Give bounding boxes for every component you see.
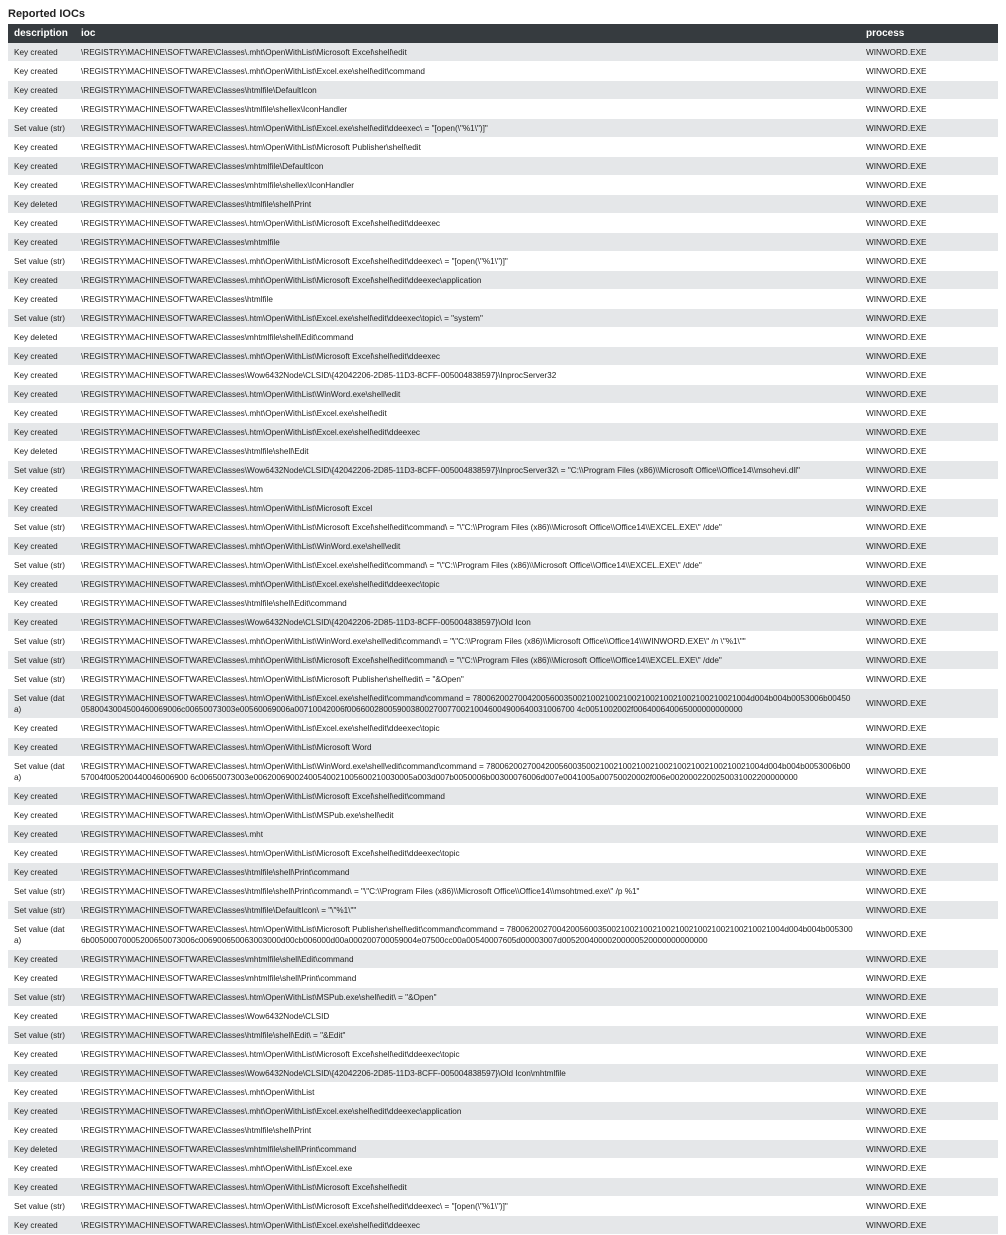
cell-description: Key deleted	[8, 195, 75, 214]
cell-description: Key created	[8, 176, 75, 195]
cell-description: Key deleted	[8, 442, 75, 461]
table-row	[8, 738, 998, 757]
cell-process: WINWORD.EXE	[860, 404, 998, 423]
cell-process: WINWORD.EXE	[860, 252, 998, 271]
table-row	[8, 1197, 998, 1216]
cell-ioc: \REGISTRY\MACHINE\SOFTWARE\Classes\.htm\OpenWithList\Microsoft Excel	[75, 499, 860, 518]
cell-process: WINWORD.EXE	[860, 1216, 998, 1235]
cell-description: Key created	[8, 806, 75, 825]
cell-ioc: \REGISTRY\MACHINE\SOFTWARE\Classes\.mht\OpenWithList\Excel.exe\shell\edit\ddeexec\application	[75, 1102, 860, 1121]
table-row	[8, 176, 998, 195]
cell-process: WINWORD.EXE	[860, 969, 998, 988]
cell-process: WINWORD.EXE	[860, 806, 998, 825]
cell-process: WINWORD.EXE	[860, 651, 998, 670]
table-row	[8, 43, 998, 62]
cell-description: Set value (str)	[8, 988, 75, 1007]
table-row	[8, 233, 998, 252]
cell-description: Key created	[8, 969, 75, 988]
cell-ioc: \REGISTRY\MACHINE\SOFTWARE\Classes\.htm\OpenWithList\Microsoft Excel\shell\edit\ddeexec	[75, 214, 860, 233]
table-row	[8, 385, 998, 404]
cell-description: Set value (str)	[8, 119, 75, 138]
cell-description: Key created	[8, 1102, 75, 1121]
cell-ioc: \REGISTRY\MACHINE\SOFTWARE\Classes\.htm\OpenWithList\Microsoft Excel\shell\edit\ddeexec\topic	[75, 1045, 860, 1064]
cell-process: WINWORD.EXE	[860, 442, 998, 461]
cell-description: Set value (str)	[8, 252, 75, 271]
table-row	[8, 1178, 998, 1197]
cell-process: WINWORD.EXE	[860, 366, 998, 385]
cell-ioc: \REGISTRY\MACHINE\SOFTWARE\Classes\.mht\OpenWithList\Microsoft Excel\shell\edit\command\ = "\"C:\\Program Files (x86)\\Microsoft Office\\Office14\\EXCEL.EXE\" /dde"	[75, 651, 860, 670]
cell-description: Key created	[8, 423, 75, 442]
cell-description: Set value (str)	[8, 632, 75, 651]
table-row	[8, 825, 998, 844]
table-row	[8, 950, 998, 969]
cell-description: Key created	[8, 214, 75, 233]
table-row	[8, 863, 998, 882]
cell-ioc: \REGISTRY\MACHINE\SOFTWARE\Classes\Wow6432Node\CLSID\{42042206-2D85-11D3-8CFF-005004838597}\InprocServer32	[75, 366, 860, 385]
cell-description: Key deleted	[8, 328, 75, 347]
table-row	[8, 1045, 998, 1064]
cell-ioc: \REGISTRY\MACHINE\SOFTWARE\Classes\.mht\OpenWithList	[75, 1083, 860, 1102]
cell-process: WINWORD.EXE	[860, 632, 998, 651]
cell-process: WINWORD.EXE	[860, 613, 998, 632]
cell-ioc: \REGISTRY\MACHINE\SOFTWARE\Classes\.mht\OpenWithList\Microsoft Excel\shell\edit	[75, 43, 860, 62]
cell-description: Key created	[8, 738, 75, 757]
cell-description: Set value (data)	[8, 920, 75, 950]
table-row	[8, 518, 998, 537]
table-row	[8, 537, 998, 556]
table-row	[8, 632, 998, 651]
cell-process: WINWORD.EXE	[860, 757, 998, 787]
cell-ioc: \REGISTRY\MACHINE\SOFTWARE\Classes\.htm\OpenWithList\Excel.exe\shell\edit\ddeexec\topic	[75, 719, 860, 738]
column-header-process[interactable]: process	[860, 24, 998, 43]
table-row	[8, 157, 998, 176]
table-row	[8, 423, 998, 442]
cell-process: WINWORD.EXE	[860, 81, 998, 100]
cell-ioc: \REGISTRY\MACHINE\SOFTWARE\Classes\htmlfile	[75, 290, 860, 309]
cell-process: WINWORD.EXE	[860, 176, 998, 195]
table-row	[8, 1083, 998, 1102]
cell-ioc: \REGISTRY\MACHINE\SOFTWARE\Classes\.mht\OpenWithList\Microsoft Excel\shell\edit\ddeexec\application	[75, 271, 860, 290]
cell-description: Key created	[8, 404, 75, 423]
cell-ioc: \REGISTRY\MACHINE\SOFTWARE\Classes\.htm\OpenWithList\Microsoft Publisher\shell\edit\ = "&Open"	[75, 670, 860, 689]
table-row	[8, 214, 998, 233]
table-row	[8, 195, 998, 214]
cell-process: WINWORD.EXE	[860, 1159, 998, 1178]
table-row	[8, 1121, 998, 1140]
cell-ioc: \REGISTRY\MACHINE\SOFTWARE\Classes\.htm\OpenWithList\Microsoft Excel\shell\edit\command\ = "\"C:\\Program Files (x86)\\Microsoft Office\\Office14\\EXCEL.EXE\" /dde"	[75, 518, 860, 537]
cell-ioc: \REGISTRY\MACHINE\SOFTWARE\Classes\mhtmlfile\shell\Edit\command	[75, 328, 860, 347]
cell-ioc: \REGISTRY\MACHINE\SOFTWARE\Classes\mhtmlfile\DefaultIcon	[75, 157, 860, 176]
cell-description: Key created	[8, 537, 75, 556]
cell-ioc: \REGISTRY\MACHINE\SOFTWARE\Classes\.mht\OpenWithList\Excel.exe	[75, 1159, 860, 1178]
cell-description: Key created	[8, 499, 75, 518]
cell-process: WINWORD.EXE	[860, 423, 998, 442]
cell-ioc: \REGISTRY\MACHINE\SOFTWARE\Classes\.htm\OpenWithList\Microsoft Publisher\shell\edit\command\command = 7800620027004200560035002100210021002100210021002100210021004d004b004b0053006b00500070005200650073006c006900650063003000d00cb006000d00a000200700059004e07500cc00a00540007605d00003007d00520040000200000520000000000000	[75, 920, 860, 950]
cell-process: WINWORD.EXE	[860, 1026, 998, 1045]
cell-process: WINWORD.EXE	[860, 518, 998, 537]
cell-description: Key created	[8, 863, 75, 882]
cell-ioc: \REGISTRY\MACHINE\SOFTWARE\Classes\htmlfile\shell\Print	[75, 1121, 860, 1140]
table-row	[8, 119, 998, 138]
table-row	[8, 575, 998, 594]
cell-ioc: \REGISTRY\MACHINE\SOFTWARE\Classes\htmlfile\shell\Print\command\ = "\"C:\\Program Files (x86)\\Microsoft Office\\Office14\\msohtmed.exe\" /p %1"	[75, 882, 860, 901]
table-row	[8, 1026, 998, 1045]
cell-description: Set value (str)	[8, 901, 75, 920]
cell-description: Set value (str)	[8, 1197, 75, 1216]
table-row	[8, 670, 998, 689]
cell-process: WINWORD.EXE	[860, 100, 998, 119]
cell-ioc: \REGISTRY\MACHINE\SOFTWARE\Classes\Wow6432Node\CLSID	[75, 1007, 860, 1026]
cell-ioc: \REGISTRY\MACHINE\SOFTWARE\Classes\.htm\OpenWithList\MSPub.exe\shell\edit	[75, 806, 860, 825]
cell-ioc: \REGISTRY\MACHINE\SOFTWARE\Classes\mhtmlfile\shell\Print\command	[75, 1140, 860, 1159]
table-row	[8, 347, 998, 366]
cell-description: Key created	[8, 43, 75, 62]
table-row	[8, 309, 998, 328]
cell-process: WINWORD.EXE	[860, 309, 998, 328]
cell-description: Key created	[8, 1045, 75, 1064]
cell-description: Key created	[8, 950, 75, 969]
cell-process: WINWORD.EXE	[860, 689, 998, 719]
table-row	[8, 442, 998, 461]
table-row	[8, 757, 998, 787]
cell-ioc: \REGISTRY\MACHINE\SOFTWARE\Classes\.htm\OpenWithList\Excel.exe\shell\edit\command\ = "\"C:\\Program Files (x86)\\Microsoft Office\\Office14\\EXCEL.EXE\" /dde"	[75, 556, 860, 575]
column-header-ioc[interactable]: ioc	[75, 24, 860, 43]
cell-ioc: \REGISTRY\MACHINE\SOFTWARE\Classes\.htm\OpenWithList\Microsoft Word	[75, 738, 860, 757]
table-row	[8, 480, 998, 499]
cell-ioc: \REGISTRY\MACHINE\SOFTWARE\Classes\.mht	[75, 825, 860, 844]
cell-process: WINWORD.EXE	[860, 1197, 998, 1216]
table-row	[8, 290, 998, 309]
cell-ioc: \REGISTRY\MACHINE\SOFTWARE\Classes\htmlfile\shell\Edit\command	[75, 594, 860, 613]
cell-process: WINWORD.EXE	[860, 1064, 998, 1083]
table-row	[8, 1102, 998, 1121]
cell-description: Set value (str)	[8, 518, 75, 537]
cell-process: WINWORD.EXE	[860, 1140, 998, 1159]
cell-description: Key created	[8, 1007, 75, 1026]
cell-process: WINWORD.EXE	[860, 738, 998, 757]
cell-process: WINWORD.EXE	[860, 575, 998, 594]
cell-ioc: \REGISTRY\MACHINE\SOFTWARE\Classes\Wow6432Node\CLSID\{42042206-2D85-11D3-8CFF-005004838597}\Old Icon	[75, 613, 860, 632]
cell-process: WINWORD.EXE	[860, 1083, 998, 1102]
cell-description: Key created	[8, 1216, 75, 1235]
table-row	[8, 882, 998, 901]
cell-ioc: \REGISTRY\MACHINE\SOFTWARE\Classes\.htm\OpenWithList\Excel.exe\shell\edit\ddeexec\ = "[open(\"%1\")]"	[75, 119, 860, 138]
cell-ioc: \REGISTRY\MACHINE\SOFTWARE\Classes\.htm\OpenWithList\Microsoft Excel\shell\edit	[75, 1178, 860, 1197]
table-row	[8, 556, 998, 575]
table-row	[8, 689, 998, 719]
cell-process: WINWORD.EXE	[860, 1045, 998, 1064]
table-row	[8, 920, 998, 950]
table-row	[8, 594, 998, 613]
table-header	[8, 24, 998, 43]
cell-description: Key created	[8, 271, 75, 290]
cell-description: Key created	[8, 1083, 75, 1102]
cell-ioc: \REGISTRY\MACHINE\SOFTWARE\Classes\mhtmlfile\shell\Print\command	[75, 969, 860, 988]
column-header-description[interactable]: description	[8, 24, 75, 43]
cell-ioc: \REGISTRY\MACHINE\SOFTWARE\Classes\htmlfile\shell\Edit	[75, 442, 860, 461]
cell-process: WINWORD.EXE	[860, 825, 998, 844]
ioc-table	[8, 24, 998, 1235]
cell-description: Key created	[8, 233, 75, 252]
cell-description: Key created	[8, 290, 75, 309]
cell-ioc: \REGISTRY\MACHINE\SOFTWARE\Classes\htmlfile\DefaultIcon	[75, 81, 860, 100]
cell-description: Key created	[8, 1121, 75, 1140]
cell-process: WINWORD.EXE	[860, 271, 998, 290]
cell-process: WINWORD.EXE	[860, 499, 998, 518]
cell-description: Key created	[8, 1159, 75, 1178]
cell-process: WINWORD.EXE	[860, 1007, 998, 1026]
cell-ioc: \REGISTRY\MACHINE\SOFTWARE\Classes\.htm\OpenWithList\MSPub.exe\shell\edit\ = "&Open"	[75, 988, 860, 1007]
cell-ioc: \REGISTRY\MACHINE\SOFTWARE\Classes\.htm\OpenWithList\WinWord.exe\shell\edit	[75, 385, 860, 404]
cell-description: Key created	[8, 825, 75, 844]
cell-description: Key created	[8, 480, 75, 499]
table-row	[8, 499, 998, 518]
cell-description: Key created	[8, 1178, 75, 1197]
cell-ioc: \REGISTRY\MACHINE\SOFTWARE\Classes\htmlfile\DefaultIcon\ = "\"%1\""	[75, 901, 860, 920]
cell-process: WINWORD.EXE	[860, 556, 998, 575]
cell-process: WINWORD.EXE	[860, 480, 998, 499]
cell-process: WINWORD.EXE	[860, 347, 998, 366]
table-row	[8, 988, 998, 1007]
table-row	[8, 404, 998, 423]
cell-process: WINWORD.EXE	[860, 385, 998, 404]
cell-process: WINWORD.EXE	[860, 901, 998, 920]
cell-ioc: \REGISTRY\MACHINE\SOFTWARE\Classes\.htm\OpenWithList\Excel.exe\shell\edit\ddeexec	[75, 1216, 860, 1235]
cell-ioc: \REGISTRY\MACHINE\SOFTWARE\Classes\.htm\OpenWithList\Microsoft Excel\shell\edit\command	[75, 787, 860, 806]
cell-ioc: \REGISTRY\MACHINE\SOFTWARE\Classes\.mht\OpenWithList\Excel.exe\shell\edit\ddeexec\topic	[75, 575, 860, 594]
cell-description: Key created	[8, 347, 75, 366]
cell-ioc: \REGISTRY\MACHINE\SOFTWARE\Classes\.htm	[75, 480, 860, 499]
cell-process: WINWORD.EXE	[860, 863, 998, 882]
cell-description: Set value (str)	[8, 1026, 75, 1045]
cell-description: Key created	[8, 100, 75, 119]
cell-ioc: \REGISTRY\MACHINE\SOFTWARE\Classes\mhtmlfile\shellex\IconHandler	[75, 176, 860, 195]
cell-process: WINWORD.EXE	[860, 214, 998, 233]
cell-process: WINWORD.EXE	[860, 719, 998, 738]
table-row	[8, 138, 998, 157]
cell-ioc: \REGISTRY\MACHINE\SOFTWARE\Classes\.htm\OpenWithList\Excel.exe\shell\edit\ddeexec	[75, 423, 860, 442]
cell-ioc: \REGISTRY\MACHINE\SOFTWARE\Classes\mhtmlfile\shell\Edit\command	[75, 950, 860, 969]
cell-ioc: \REGISTRY\MACHINE\SOFTWARE\Classes\.mht\OpenWithList\Microsoft Excel\shell\edit\ddeexec\ = "[open(\"%1\")]"	[75, 252, 860, 271]
cell-process: WINWORD.EXE	[860, 195, 998, 214]
cell-description: Key created	[8, 844, 75, 863]
cell-description: Key created	[8, 366, 75, 385]
cell-ioc: \REGISTRY\MACHINE\SOFTWARE\Classes\htmlfile\shell\Print	[75, 195, 860, 214]
cell-description: Set value (str)	[8, 882, 75, 901]
cell-ioc: \REGISTRY\MACHINE\SOFTWARE\Classes\.mht\OpenWithList\WinWord.exe\shell\edit	[75, 537, 860, 556]
cell-process: WINWORD.EXE	[860, 290, 998, 309]
cell-process: WINWORD.EXE	[860, 1178, 998, 1197]
cell-ioc: \REGISTRY\MACHINE\SOFTWARE\Classes\mhtmlfile	[75, 233, 860, 252]
cell-ioc: \REGISTRY\MACHINE\SOFTWARE\Classes\.mht\OpenWithList\Excel.exe\shell\edit\command	[75, 62, 860, 81]
cell-description: Key created	[8, 719, 75, 738]
cell-description: Key created	[8, 385, 75, 404]
cell-description: Key created	[8, 594, 75, 613]
cell-description: Key created	[8, 613, 75, 632]
table-row	[8, 613, 998, 632]
table-body	[8, 43, 998, 1235]
cell-ioc: \REGISTRY\MACHINE\SOFTWARE\Classes\Wow6432Node\CLSID\{42042206-2D85-11D3-8CFF-005004838597}\InprocServer32\ = "C:\\Program Files (x86)\\Microsoft Office\\Office14\\msohevi.dll"	[75, 461, 860, 480]
table-row	[8, 1064, 998, 1083]
cell-process: WINWORD.EXE	[860, 537, 998, 556]
table-row	[8, 806, 998, 825]
cell-ioc: \REGISTRY\MACHINE\SOFTWARE\Classes\.mht\OpenWithList\Excel.exe\shell\edit	[75, 404, 860, 423]
cell-ioc: \REGISTRY\MACHINE\SOFTWARE\Classes\htmlfile\shell\Edit\ = "&Edit"	[75, 1026, 860, 1045]
table-row	[8, 1216, 998, 1235]
cell-process: WINWORD.EXE	[860, 594, 998, 613]
cell-ioc: \REGISTRY\MACHINE\SOFTWARE\Classes\.htm\OpenWithList\Microsoft Excel\shell\edit\ddeexec\ = "[open(\"%1\")]"	[75, 1197, 860, 1216]
cell-ioc: \REGISTRY\MACHINE\SOFTWARE\Classes\Wow6432Node\CLSID\{42042206-2D85-11D3-8CFF-005004838597}\Old Icon\mhtmlfile	[75, 1064, 860, 1083]
cell-description: Key created	[8, 787, 75, 806]
table-row	[8, 844, 998, 863]
cell-ioc: \REGISTRY\MACHINE\SOFTWARE\Classes\.htm\OpenWithList\Excel.exe\shell\edit\ddeexec\topic\ = "system"	[75, 309, 860, 328]
cell-description: Key created	[8, 1064, 75, 1083]
cell-description: Key deleted	[8, 1140, 75, 1159]
cell-description: Key created	[8, 62, 75, 81]
cell-ioc: \REGISTRY\MACHINE\SOFTWARE\Classes\.htm\OpenWithList\WinWord.exe\shell\edit\command\command = 7800620027004200560035002100210021002100210021002100210021004d004b004b0053006b0057004f005200440046006900 6c00650073003e00620069002400540021005600210030005a003d007b0050006b00300076006d007e0041005a00750020002f006e0020002200250031002200000000	[75, 757, 860, 787]
cell-ioc: \REGISTRY\MACHINE\SOFTWARE\Classes\.mht\OpenWithList\Microsoft Excel\shell\edit\ddeexec	[75, 347, 860, 366]
cell-ioc: \REGISTRY\MACHINE\SOFTWARE\Classes\htmlfile\shellex\IconHandler	[75, 100, 860, 119]
table-row	[8, 252, 998, 271]
table-row	[8, 461, 998, 480]
cell-process: WINWORD.EXE	[860, 670, 998, 689]
cell-process: WINWORD.EXE	[860, 119, 998, 138]
cell-process: WINWORD.EXE	[860, 988, 998, 1007]
table-row	[8, 651, 998, 670]
table-row	[8, 366, 998, 385]
table-row	[8, 787, 998, 806]
cell-process: WINWORD.EXE	[860, 138, 998, 157]
cell-process: WINWORD.EXE	[860, 920, 998, 950]
cell-process: WINWORD.EXE	[860, 1102, 998, 1121]
cell-process: WINWORD.EXE	[860, 950, 998, 969]
table-row	[8, 62, 998, 81]
cell-process: WINWORD.EXE	[860, 1121, 998, 1140]
cell-description: Set value (str)	[8, 651, 75, 670]
cell-description: Key created	[8, 157, 75, 176]
cell-ioc: \REGISTRY\MACHINE\SOFTWARE\Classes\.mht\OpenWithList\WinWord.exe\shell\edit\command\ = "\"C:\\Program Files (x86)\\Microsoft Office\\Office14\\WINWORD.EXE\" /n \"%1\""	[75, 632, 860, 651]
cell-description: Set value (str)	[8, 670, 75, 689]
cell-description: Set value (data)	[8, 757, 75, 787]
cell-process: WINWORD.EXE	[860, 233, 998, 252]
table-row	[8, 1140, 998, 1159]
table-row	[8, 81, 998, 100]
cell-process: WINWORD.EXE	[860, 844, 998, 863]
cell-process: WINWORD.EXE	[860, 62, 998, 81]
table-row	[8, 719, 998, 738]
table-row	[8, 1007, 998, 1026]
cell-description: Set value (str)	[8, 461, 75, 480]
cell-description: Set value (data)	[8, 689, 75, 719]
cell-ioc: \REGISTRY\MACHINE\SOFTWARE\Classes\.htm\OpenWithList\Microsoft Excel\shell\edit\ddeexec\topic	[75, 844, 860, 863]
cell-description: Set value (str)	[8, 309, 75, 328]
cell-process: WINWORD.EXE	[860, 461, 998, 480]
cell-description: Set value (str)	[8, 556, 75, 575]
table-row	[8, 100, 998, 119]
cell-process: WINWORD.EXE	[860, 787, 998, 806]
cell-ioc: \REGISTRY\MACHINE\SOFTWARE\Classes\.htm\OpenWithList\Excel.exe\shell\edit\command\command = 7800620027004200560035002100210021002100210021002100210021004d004b004b0053006b004500580043004500460069006c00650073003e00560069006a00710042006f00660028005900380027007700210046004900640031006700 4c0051002002f006400640065000000000000	[75, 689, 860, 719]
cell-ioc: \REGISTRY\MACHINE\SOFTWARE\Classes\.htm\OpenWithList\Microsoft Publisher\shell\edit	[75, 138, 860, 157]
table-row	[8, 328, 998, 347]
table-row	[8, 1159, 998, 1178]
cell-description: Key created	[8, 575, 75, 594]
cell-description: Key created	[8, 81, 75, 100]
cell-ioc: \REGISTRY\MACHINE\SOFTWARE\Classes\htmlfile\shell\Print\command	[75, 863, 860, 882]
table-row	[8, 901, 998, 920]
cell-description: Key created	[8, 138, 75, 157]
table-row	[8, 969, 998, 988]
cell-process: WINWORD.EXE	[860, 43, 998, 62]
cell-process: WINWORD.EXE	[860, 328, 998, 347]
table-row	[8, 271, 998, 290]
cell-process: WINWORD.EXE	[860, 882, 998, 901]
cell-process: WINWORD.EXE	[860, 157, 998, 176]
section-title: Reported IOCs	[8, 8, 86, 20]
